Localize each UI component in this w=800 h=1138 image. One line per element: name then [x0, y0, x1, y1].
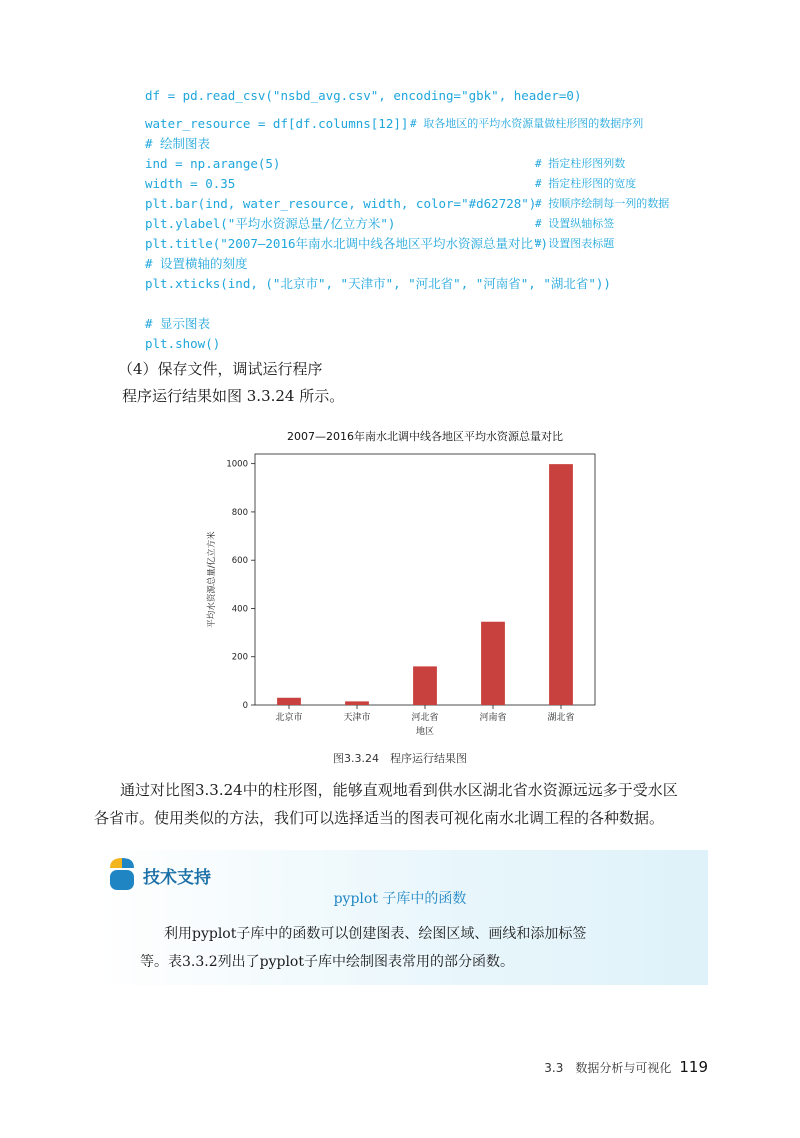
x-tick-label: 湖北省: [547, 713, 575, 723]
page-number: 119: [679, 1058, 708, 1076]
code-text: # 显示图表: [145, 316, 211, 331]
bar: [413, 666, 437, 705]
code-text: ind = np.arange(5): [145, 156, 281, 171]
code-comment: # 设置图表标题: [535, 237, 615, 250]
code-text: # 绘制图表: [145, 136, 211, 151]
book-icon: [108, 854, 136, 892]
page-footer: [544, 1058, 708, 1076]
bar: [481, 622, 505, 705]
code-comment: # 设置纵轴标签: [535, 217, 615, 230]
tech-support-line: 等。表3.3.2列出了pyplot子库中绘制图表常用的部分函数。: [140, 954, 514, 970]
body-paragraph: [94, 776, 714, 832]
figure-caption: 图3.3.24 程序运行结果图: [333, 752, 467, 765]
tech-support-text: [140, 920, 586, 976]
bar: [277, 698, 301, 705]
code-text: width = 0.35: [145, 176, 236, 191]
x-tick-label: 河北省: [411, 713, 439, 723]
tech-support-title: 技术支持: [143, 868, 211, 888]
x-tick-label: 河南省: [479, 713, 507, 723]
code-text: plt.ylabel("平均水资源总量/亿立方米"): [145, 216, 396, 231]
bar: [345, 701, 369, 705]
x-axis-label: 地区: [415, 727, 435, 737]
tech-support-subtitle: pyplot 子库中的函数: [333, 891, 467, 907]
y-tick-label: 800: [231, 507, 248, 518]
code-comment: # 按顺序绘制每一列的数据: [535, 197, 670, 210]
code-text: water_resource = df[df.columns[12]]: [145, 116, 409, 131]
y-axis-label: 平均水资源总量/亿立方米: [207, 531, 217, 628]
paragraph-line: 各省市。使用类似的方法，我们可以选择适当的图表可视化南水北调工程的各种数据。: [94, 809, 665, 827]
y-tick-label: 400: [231, 604, 248, 615]
code-comment: # 指定柱形图的宽度: [535, 177, 637, 190]
code-comment: # 取各地区的平均水资源量做柱形图的数据序列: [410, 117, 644, 130]
code-text: plt.xticks(ind, ("北京市", "天津市", "河北省", "河南省", "湖北省")): [145, 276, 611, 291]
code-text: plt.title("2007—2016年南水北调中线各地区平均水资源总量对比"): [145, 236, 549, 251]
y-tick-label: 1000: [226, 459, 248, 470]
code-text: df = pd.read_csv("nsbd_avg.csv", encoding="gbk", header=0): [145, 88, 582, 103]
code-text: # 设置横轴的刻度: [145, 256, 248, 271]
tech-support-line: 利用pyplot子库中的函数可以创建图表、绘图区域、画线和添加标签: [164, 926, 587, 942]
y-tick-label: 200: [231, 652, 248, 663]
step-heading: （4）保存文件，调试运行程序: [118, 360, 323, 378]
paragraph-line: 通过对比图3.3.24中的柱形图，能够直观地看到供水区湖北省水资源远远多于受水区: [120, 781, 678, 799]
y-tick-label: 0: [242, 701, 248, 711]
result-intro: 程序运行结果如图 3.3.24 所示。: [122, 387, 345, 405]
x-tick-label: 天津市: [343, 713, 371, 723]
code-text: plt.show(): [145, 336, 221, 351]
bar-chart: [190, 418, 620, 748]
code-text: plt.bar(ind, water_resource, width, color="#d62728"): [145, 196, 537, 211]
bar: [549, 464, 573, 705]
code-comment: # 指定柱形图列数: [535, 157, 626, 170]
footer-section: 3.3 数据分析与可视化: [544, 1061, 672, 1075]
x-tick-label: 北京市: [275, 713, 303, 723]
y-tick-label: 600: [231, 556, 248, 567]
chart-title: 2007—2016年南水北调中线各地区平均水资源总量对比: [287, 430, 563, 443]
